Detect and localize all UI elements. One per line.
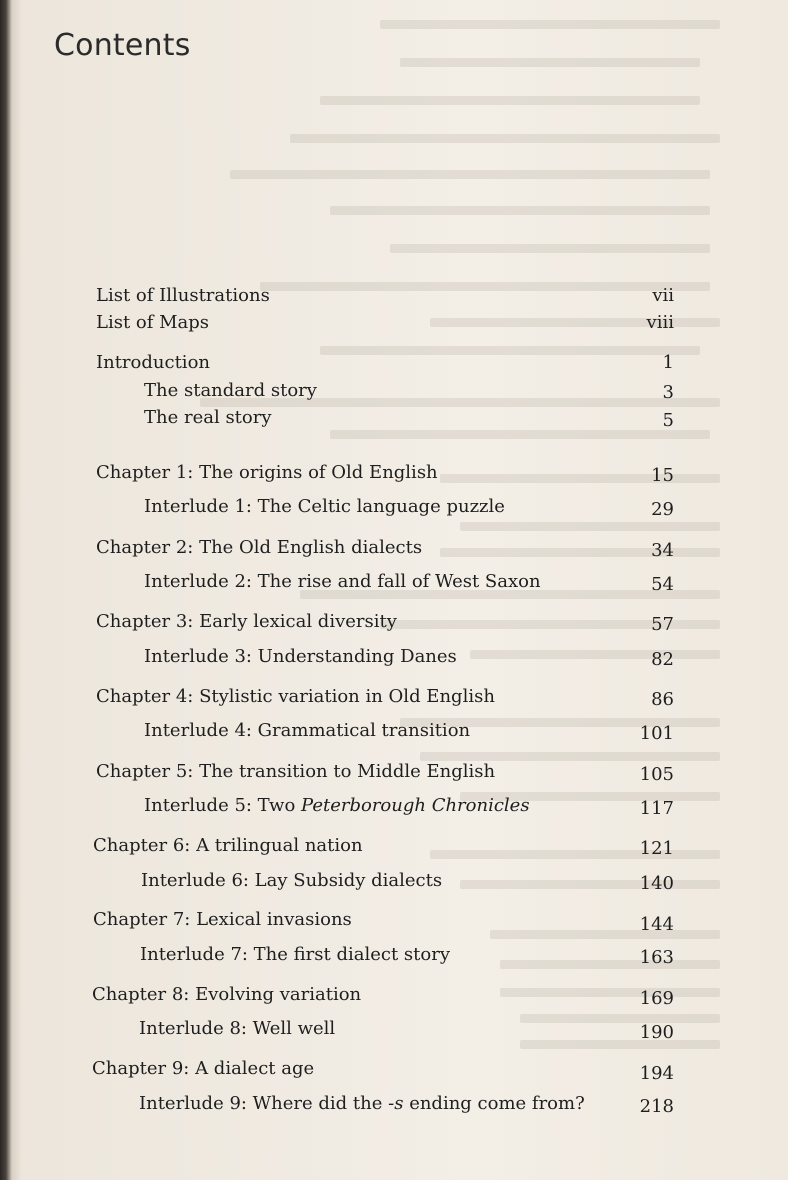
page-number: 86 <box>651 689 674 710</box>
page-title: Contents <box>54 28 191 63</box>
toc-entry-maps[interactable]: List of Maps <box>96 312 210 333</box>
toc-entry-interlude[interactable]: Interlude 3: Understanding Danes <box>144 646 457 667</box>
page-number: 169 <box>639 988 674 1009</box>
page-number: 5 <box>662 410 674 431</box>
toc-entry-chapter[interactable]: Chapter 8: Evolving variation <box>92 984 362 1005</box>
toc-entry-chapter[interactable]: Chapter 5: The transition to Middle English <box>96 761 496 782</box>
toc-entry-real-story[interactable]: The real story <box>144 407 272 428</box>
page-number: vii <box>652 285 674 306</box>
page-number: 15 <box>651 465 674 486</box>
toc-entry-chapter[interactable]: Chapter 6: A trilingual nation <box>93 835 363 856</box>
page-number: 3 <box>662 382 674 403</box>
page-number: 101 <box>639 723 674 744</box>
page-number: 144 <box>639 914 674 935</box>
page-number: 82 <box>651 649 674 670</box>
toc-entry-chapter[interactable]: Chapter 3: Early lexical diversity <box>96 611 397 632</box>
interlude-text-end: ending come from? <box>403 1093 585 1114</box>
page-number: viii <box>646 312 674 333</box>
toc-entry-interlude[interactable]: Interlude 6: Lay Subsidy dialects <box>141 870 443 891</box>
toc-entry-interlude[interactable]: Interlude 8: Well well <box>139 1018 336 1039</box>
toc-entry-illustrations[interactable]: List of Illustrations <box>96 285 270 306</box>
toc-entry-chapter[interactable]: Chapter 1: The origins of Old English <box>96 462 438 483</box>
toc-entry-interlude[interactable]: Interlude 7: The first dialect story <box>140 944 450 965</box>
page-number: 34 <box>651 540 674 561</box>
page-number: 140 <box>639 873 674 894</box>
page-number: 105 <box>639 764 674 785</box>
toc-entry-chapter[interactable]: Chapter 2: The Old English dialects <box>96 537 423 558</box>
toc-entry-chapter[interactable]: Chapter 7: Lexical invasions <box>93 909 352 930</box>
interlude-italic-title: Peterborough Chronicles <box>301 795 530 816</box>
toc-entry-introduction[interactable]: Introduction <box>96 352 210 373</box>
page-number: 218 <box>639 1096 674 1117</box>
interlude-text: Interlude 5: Two <box>144 795 302 816</box>
toc-entry-interlude[interactable] <box>144 795 530 816</box>
toc-entry-interlude[interactable]: Interlude 1: The Celtic language puzzle <box>144 496 505 517</box>
page-number: 117 <box>639 798 674 819</box>
page-number: 163 <box>639 947 674 968</box>
interlude-text: Interlude 9: Where did the <box>139 1093 389 1114</box>
toc-entry-interlude[interactable]: Interlude 2: The rise and fall of West Saxon <box>144 571 541 592</box>
toc-entry-chapter[interactable]: Chapter 9: A dialect age <box>92 1058 315 1079</box>
toc-entry-chapter[interactable]: Chapter 4: Stylistic variation in Old English <box>96 686 495 707</box>
toc-entry-interlude[interactable]: Interlude 4: Grammatical transition <box>144 720 471 741</box>
page-number: 190 <box>639 1022 674 1043</box>
page-number: 121 <box>639 838 674 859</box>
page-number: 57 <box>651 614 674 635</box>
toc-entry-standard-story[interactable]: The standard story <box>144 380 317 401</box>
page-number: 54 <box>651 574 674 595</box>
page-number: 194 <box>639 1063 674 1084</box>
page-number: 29 <box>651 499 674 520</box>
page-number: 1 <box>662 352 674 373</box>
interlude-italic-suffix: -s <box>388 1093 404 1114</box>
toc-entry-interlude[interactable] <box>139 1093 585 1114</box>
